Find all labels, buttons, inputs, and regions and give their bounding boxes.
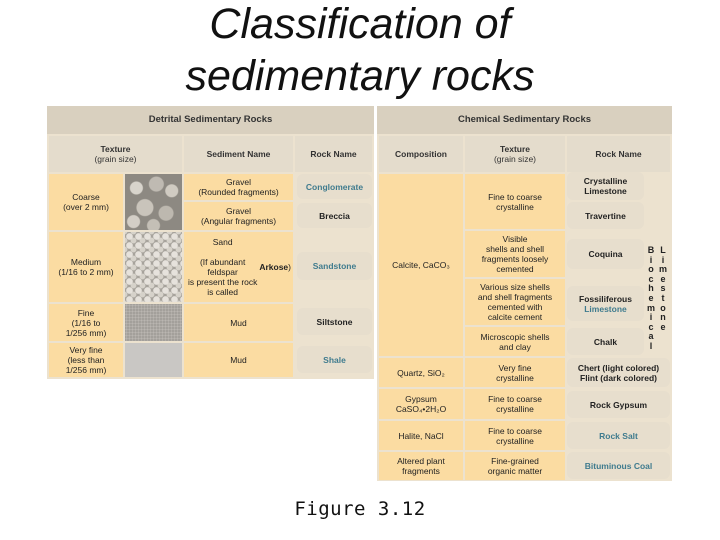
texture-halite: Fine to coarse crystalline: [465, 421, 565, 450]
vertical-letter: e: [660, 321, 666, 332]
rock-crystalline-limestone: Crystalline Limestone: [567, 172, 644, 200]
texture-calcite-crystalline: Fine to coarse crystalline: [465, 174, 565, 229]
rock-chert-flint: Chert (light colored) Flint (dark colored): [567, 358, 670, 387]
vertical-letter: o: [648, 264, 654, 275]
vertical-letter: L: [660, 245, 666, 255]
sediment-mud-fine: Mud: [184, 304, 293, 341]
rock-fossiliferous-limestone-label: Limestone: [584, 303, 627, 314]
vertical-letter: m: [646, 302, 655, 313]
composition-calcite: Calcite, CaCO₃: [379, 174, 463, 356]
very-fine-texture-image: [125, 343, 182, 377]
title-line-2: sedimentary rocks: [185, 52, 535, 100]
rock-siltstone: Siltstone: [297, 308, 372, 335]
detrital-table: [47, 106, 374, 379]
detrital-col-texture-label: Texture: [100, 144, 131, 154]
composition-quartz: Quartz, SiO₂: [379, 358, 463, 387]
texture-visible-shells: Visible shells and shell fragments loosely cemented: [465, 231, 565, 277]
rock-travertine: Travertine: [567, 202, 644, 229]
vertical-letter: e: [660, 273, 666, 284]
texture-gypsum: Fine to coarse crystalline: [465, 389, 565, 419]
detrital-col-texture-sub: (grain size): [94, 154, 137, 164]
detrital-col-texture: [49, 136, 182, 172]
vertical-letter: e: [648, 292, 654, 303]
texture-fine: Fine (1/16 to 1/256 mm): [49, 304, 123, 341]
arkose-term: Arkose: [259, 262, 289, 272]
coarse-texture-image: [125, 174, 182, 230]
medium-texture-image: [125, 232, 182, 302]
title-line-1: Classification of: [209, 0, 511, 48]
detrital-heading: Detrital Sedimentary Rocks: [47, 106, 374, 134]
chemical-col-composition: Composition: [379, 136, 463, 172]
rock-shale: Shale: [297, 346, 372, 373]
vertical-letter: t: [661, 292, 665, 303]
vertical-letter: i: [649, 312, 653, 323]
rock-sandstone: Sandstone: [297, 252, 372, 280]
texture-plant: Fine-grained organic matter: [465, 452, 565, 480]
vertical-letter: m: [658, 264, 667, 275]
vertical-letter: B: [647, 245, 655, 255]
vertical-letter: s: [660, 283, 666, 294]
sediment-mud-very-fine: Mud: [184, 343, 293, 377]
vertical-letter: i: [661, 254, 665, 265]
composition-plant: Altered plant fragments: [379, 452, 463, 480]
chemical-table: [377, 106, 672, 481]
sediment-sand: Sand (If abundant feldspar is present the rock is called Arkose ): [184, 232, 293, 302]
composition-gypsum: Gypsum CaSO₄•2H₂O: [379, 389, 463, 419]
chemical-col-rock: Rock Name: [567, 136, 670, 172]
rock-chalk: Chalk: [567, 328, 644, 355]
limestone-vertical-label: [658, 246, 668, 332]
chemical-heading: Chemical Sedimentary Rocks: [377, 106, 672, 134]
vertical-letter: o: [660, 302, 666, 313]
detrital-col-rock: Rock Name: [295, 136, 372, 172]
rock-coquina: Coquina: [567, 239, 644, 269]
detrital-col-sediment: Sediment Name: [184, 136, 293, 172]
vertical-letter: n: [660, 312, 666, 323]
chemical-col-texture: [465, 136, 565, 172]
chemical-col-texture-sub: (grain size): [493, 154, 537, 164]
vertical-letter: c: [648, 321, 654, 332]
rock-bituminous-coal: Bituminous Coal: [567, 452, 670, 479]
vertical-letter: i: [649, 254, 653, 265]
rock-salt: Rock Salt: [567, 422, 670, 449]
chemical-col-texture-label: Texture: [499, 144, 531, 154]
biochemical-vertical-label: [646, 246, 656, 352]
texture-quartz: Very fine crystalline: [465, 358, 565, 387]
vertical-letter: l: [649, 340, 653, 351]
vertical-letter: c: [648, 273, 654, 284]
fine-texture-image: [125, 304, 182, 341]
vertical-letter: h: [648, 283, 654, 294]
rock-gypsum: Rock Gypsum: [567, 391, 670, 418]
slide-title: [0, 0, 720, 102]
sediment-gravel-rounded: Gravel (Rounded fragments): [184, 174, 293, 200]
rock-breccia: Breccia: [297, 203, 372, 228]
texture-coarse: Coarse (over 2 mm): [49, 174, 123, 230]
rock-fossiliferous-label: Fossiliferous: [579, 293, 632, 304]
texture-medium: Medium (1/16 to 2 mm): [49, 232, 123, 302]
texture-various-shells: Various size shells and shell fragments cemented with calcite cement: [465, 279, 565, 325]
texture-very-fine: Very fine (less than 1/256 mm): [49, 343, 123, 377]
sediment-gravel-angular: Gravel (Angular fragments): [184, 202, 293, 230]
vertical-letter: a: [648, 331, 654, 342]
figure-caption: Figure 3.12: [294, 498, 426, 520]
rock-conglomerate: Conglomerate: [297, 174, 372, 199]
rock-fossiliferous-limestone: [567, 286, 644, 321]
composition-halite: Halite, NaCl: [379, 421, 463, 450]
texture-microscopic-shells: Microscopic shells and clay: [465, 327, 565, 356]
